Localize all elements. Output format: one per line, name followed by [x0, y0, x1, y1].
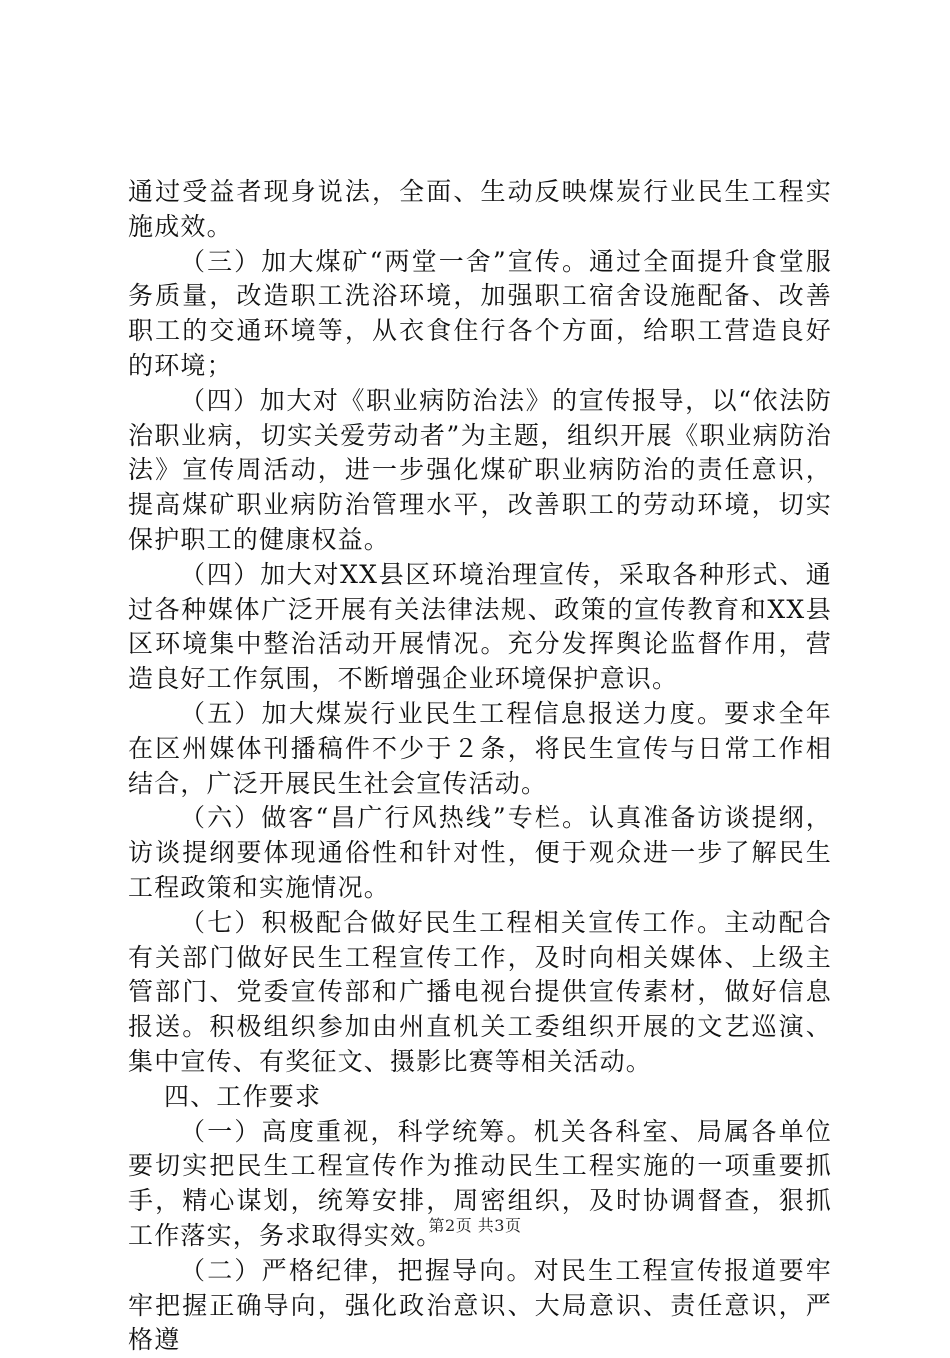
paragraph-requirement-2: （二）严格纪律，把握导向。对民生工程宣传报道要牢牢把握正确导向，强化政治意识、大局意识、责任意识，严格遵 [128, 1255, 832, 1355]
paragraph-item-5: （五）加大煤炭行业民生工程信息报送力度。要求全年在区州媒体刊播稿件不少于２条，将民生宣传与日常工作相结合，广泛开展民生社会宣传活动。 [128, 698, 832, 798]
document-body [128, 175, 832, 1358]
paragraph-continuation: 通过受益者现身说法，全面、生动反映煤炭行业民生工程实施成效。 [128, 177, 832, 241]
paragraph-item-3: （三）加大煤矿“两堂一舍”宣传。通过全面提升食堂服务质量，改造职工洗浴环境，加强职工宿舍设施配备、改善职工的交通环境等，从衣食住行各个方面，给职工营造良好的环境； [128, 246, 832, 380]
paragraph-item-7: （七）积极配合做好民生工程相关宣传工作。主动配合有关部门做好民生工程宣传工作，及时向相关媒体、上级主管部门、党委宣传部和广播电视台提供宣传素材，做好信息报送。积极组织参加由州直机关工委组织开展的文艺巡演、集中宣传、有奖征文、摄影比赛等相关活动。 [128, 907, 832, 1076]
paragraph-item-4b: （四）加大对XX县区环境治理宣传，采取各种形式、通过各种媒体广泛开展有关法律法规、政策的宣传教育和XX县区环境集中整治活动开展情况。充分发挥舆论监督作用，营造良好工作氛围，不断增强企业环境保护意识。 [128, 559, 832, 694]
paragraph-item-6: （六）做客“昌广行风热线”专栏。认真准备访谈提纲，访谈提纲要体现通俗性和针对性，便于观众进一步了解民生工程政策和实施情况。 [128, 803, 832, 902]
paragraph-item-4a: （四）加大对《职业病防治法》的宣传报导，以“依法防治职业病，切实关爱劳动者”为主题，组织开展《职业病防治法》宣传周活动，进一步强化煤矿职业病防治的责任意识，提高煤矿职业病防治管理水平，改善职工的劳动环境，切实保护职工的健康权益。 [128, 385, 832, 554]
page-number-footer: 第2页 共3页 [428, 1216, 522, 1235]
paragraph-requirement-1: （一）高度重视，科学统筹。机关各科室、局属各单位要切实把民生工程宣传作为推动民生工程实施的一项重要抓手，精心谋划，统筹安排，周密组织，及时协调督查，狠抓工作落实，务求取得实效。 [128, 1116, 832, 1250]
section-heading: 四、工作要求 [164, 1081, 322, 1111]
